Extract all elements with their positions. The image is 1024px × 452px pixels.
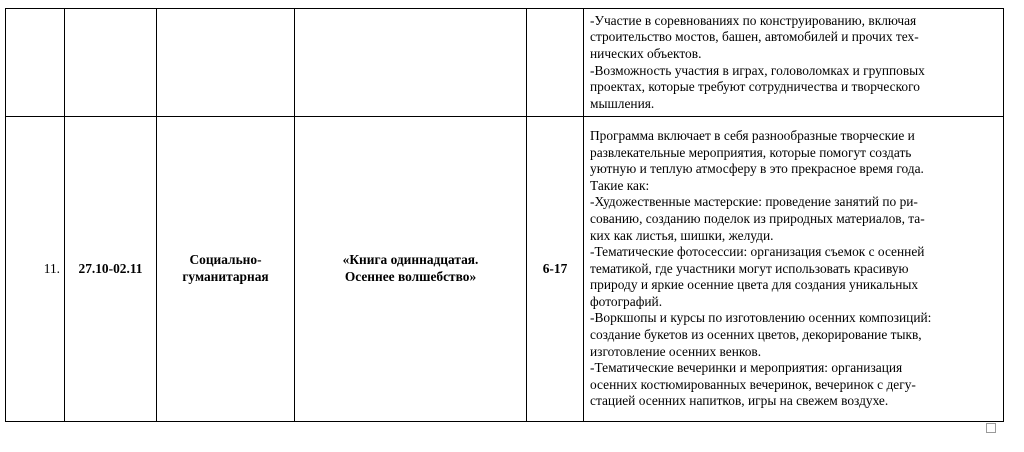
description-line: ких как листья, шишки, желуди. [590, 227, 774, 243]
age-cell: 6-17 [527, 117, 584, 422]
dates-cell: 27.10-02.11 [65, 117, 157, 422]
description-cell [584, 9, 1004, 117]
row-number-cell: 11. [6, 117, 65, 422]
description-line: нических объектов. [590, 45, 702, 61]
description-line: создание букетов из осенних цветов, декорирование тыкв, [590, 327, 922, 343]
description-line: развлекательные мероприятия, которые помогут создать [590, 144, 912, 160]
description-line: -Тематические вечеринки и мероприятия: организация [590, 360, 903, 376]
description-line: фотографий. [590, 293, 663, 309]
title-line: «Книга одиннадцатая. [342, 252, 479, 268]
description-line: осенних костюмированных вечеринок, вечеринок с дегу- [590, 376, 916, 392]
description-line: -Возможность участия в играх, головоломках и групповых [590, 62, 925, 78]
description-line: -Тематические фотосессии: организация съемок с осенней [590, 244, 925, 260]
description-line: Программа включает в себя разнообразные творческие и [590, 127, 915, 143]
description-line: тематикой, где участники могут использовать красивую [590, 260, 909, 276]
table-row [6, 9, 1004, 117]
direction-line: гуманитарная [182, 269, 269, 284]
direction-line: Социально- [189, 252, 262, 268]
direction-cell [157, 9, 295, 117]
description-line: -Художественные мастерские: проведение занятий по ри- [590, 194, 918, 210]
row-number-cell [6, 9, 65, 117]
description-line: стацией осенних напитков, игры на свежем воздухе. [590, 393, 889, 409]
description-line: Такие как: [590, 177, 650, 193]
description-line: строительство мостов, башен, автомобилей и прочих тех- [590, 29, 919, 45]
age-cell [527, 9, 584, 117]
description-line: -Участие в соревнованиях по конструированию, включая [590, 12, 917, 28]
description-text [590, 128, 1000, 410]
title-line: Осеннее волшебство» [344, 269, 477, 284]
title-cell [295, 9, 527, 117]
direction-cell [157, 117, 295, 422]
description-line: проектах, которые требуют сотрудничества и творческого [590, 79, 920, 95]
description-line: -Воркшопы и курсы по изготовлению осенних композиций: [590, 310, 932, 326]
dates-cell [65, 9, 157, 117]
description-text [590, 13, 1000, 113]
description-line: природу и яркие осенние цвета для создания уникальных [590, 277, 919, 293]
description-line: уютную и теплую атмосферу в это прекрасное время года. [590, 161, 924, 177]
schedule-table [5, 8, 1004, 422]
description-cell [584, 117, 1004, 422]
table-row [6, 117, 1004, 422]
description-line: мышления. [590, 95, 655, 111]
title-cell [295, 117, 527, 422]
description-line: сованию, созданию поделок из природных материалов, та- [590, 210, 925, 226]
table-resize-handle[interactable] [986, 423, 996, 433]
description-line: изготовление осенних венков. [590, 343, 762, 359]
